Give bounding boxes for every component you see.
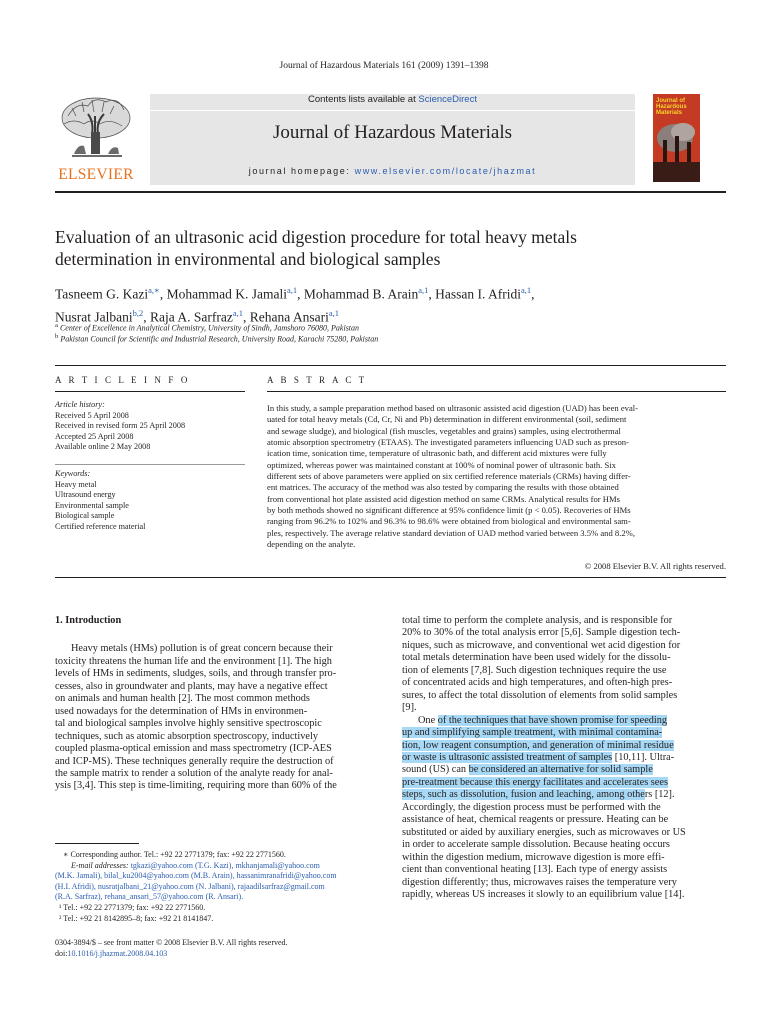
body-line: substituted or aided by auxiliary energies, such as microwaves or US — [402, 826, 686, 838]
elsevier-logo — [52, 94, 140, 186]
body-line: and ICP-MS). These techniques generally require the destruction of — [55, 755, 334, 767]
author-name: Hassan I. Afridi — [435, 286, 521, 302]
info-top-rule — [55, 365, 726, 366]
contents-line — [150, 94, 635, 105]
history-item: Received 5 April 2008 — [55, 410, 129, 420]
body-line: 20% to 30% of the total analysis error [5,6]. Sample digestion tech- — [402, 627, 681, 639]
highlighted-text[interactable]: steps, such as dissolution, fusion and leaching, among othe — [402, 789, 645, 801]
article-history — [55, 400, 245, 453]
body-line: assistance of heat, chemical reagents or pressure. Heating can be — [402, 814, 669, 826]
body-line — [402, 715, 726, 727]
homepage-link[interactable]: www.elsevier.com/locate/jhazmat — [354, 166, 537, 176]
homepage-label: journal homepage: — [248, 166, 355, 176]
body-line — [402, 740, 726, 752]
abstract-line: and sewage sludge), and biological (fish muscles, vegetables and grains) samples, using electrothermal — [267, 425, 621, 436]
body-line: techniques, such as atomic absorption spectroscopy, inductively — [55, 730, 318, 742]
abstract-line: depending on the analyte. — [267, 539, 356, 550]
keyword-item: Certified reference material — [55, 521, 146, 531]
affiliation-b-text: Pakistan Council for Scientific and Industrial Research, University Road, Karachi 75280, Pakistan — [60, 334, 379, 344]
article-info-heading: A R T I C L E I N F O — [55, 375, 190, 385]
body-line: rapidly, whereas US increases it slowly to an equilibrium value [14]. — [402, 888, 685, 900]
body-line: total time to perform the complete analysis, and is responsible for — [402, 615, 673, 626]
intro-right-column — [402, 615, 726, 901]
body-line: levels of HMs in sediments, sludges, soils, and through transfer pro- — [55, 668, 337, 680]
author-name: Mohammad K. Jamali — [166, 286, 287, 302]
abstract-line: ication time, sonication time, temperature of ultrasonic bath, and different acid mixtures were fully — [267, 448, 607, 459]
email-addresses[interactable]: tgkazi@yahoo.com (T.G. Kazi), mkhanjamali@yahoo.com — [128, 860, 320, 870]
abstract-rule — [267, 391, 726, 392]
author-affiliation-mark[interactable]: a,1 — [232, 307, 243, 318]
history-label: Article history: — [55, 400, 105, 409]
contents-prefix: Contents lists available at — [308, 94, 419, 105]
author-affiliation-mark[interactable]: a,1 — [418, 285, 429, 295]
abstract-line: optimized, whereas power was maintained constant at 100% of nominal power of ultrasonic bath. Six — [267, 459, 616, 470]
history-item: Received in revised form 25 April 2008 — [55, 421, 186, 431]
info-rule — [55, 391, 245, 392]
body-line — [402, 789, 726, 801]
highlighted-text[interactable]: tion, low reagent consumption, and generation of minimal residue — [402, 739, 674, 751]
abstract-bottom-rule — [55, 577, 726, 578]
email-addresses[interactable]: (M.K. Jamali), bilal_ku2004@yahoo.com (M.B. Arain), hassanimranafridi@yahoo.com — [55, 871, 337, 881]
affiliation-b: $^b$ Pakistan Council for Scientific and Industrial Research, University Road, Karachi 75280, Pakistan — [55, 333, 379, 344]
body-line — [402, 727, 726, 739]
body-line: tal and biological samples involve highly sensitive spectroscopic — [55, 718, 322, 730]
body-line: tion of elements [7,8]. Such digestion techniques require the use — [402, 664, 667, 676]
keywords-rule — [55, 464, 245, 465]
body-line: ysis [3,4]. This step is time-limiting, requiring more than 60% of the — [55, 780, 337, 792]
article-title — [55, 226, 725, 270]
journal-title: Journal of Hazardous Materials — [272, 122, 512, 143]
journal-homepage — [150, 166, 635, 176]
abstract-line: by both methods showed no significant difference at 95% confidence limit (p < 0.05). Recoveries of HMs — [267, 505, 631, 516]
body-line: in order to accelerate sample dissolution. Because heating occurs — [402, 839, 670, 851]
author-name: Rehana Ansari — [249, 309, 329, 324]
history-item: Accepted 25 April 2008 — [55, 431, 134, 441]
banner-divider — [150, 110, 635, 111]
body-line: Heavy metals (HMs) pollution is of great concern because their — [71, 643, 333, 655]
email-addresses[interactable]: (R.A. Sarfraz), rehana_ansari_57@yahoo.com (R. Ansari). — [55, 892, 244, 902]
abstract-line: ples, respectively. The average relative standard deviation of UAD method varied between 3.5% and 8.2%, — [267, 527, 635, 538]
section-heading: 1. Introduction — [55, 615, 122, 626]
journal-banner — [150, 94, 635, 185]
body-line: used nowadays for the determination of HMs in environmen- — [55, 705, 308, 717]
cover-title: Journal of Hazardous Materials — [656, 98, 687, 116]
sciencedirect-link[interactable]: ScienceDirect — [418, 94, 477, 105]
text-run: rs [12]. — [644, 789, 675, 801]
body-line: cesses, also in groundwater and plants, may have a negative effect — [55, 680, 328, 692]
highlighted-text[interactable]: up and simplifying sample treatment, with minimal contamina- — [402, 727, 663, 739]
highlighted-text[interactable]: or waste is ultrasonic assisted treatment of samples — [402, 751, 613, 763]
footnote-1: ¹ Tel.: +92 22 2771379; fax: +92 22 2771560. — [59, 902, 206, 912]
abstract-line: ent matrices. The accuracy of the method was also tested by comparing the results with those obtained — [267, 482, 619, 493]
body-line — [402, 752, 726, 764]
footnote-2: ² Tel.: +92 21 8142895–8; fax: +92 21 8141847. — [59, 913, 214, 923]
doi-link[interactable]: 10.1016/j.jhazmat.2008.04.103 — [67, 948, 168, 958]
abstract-line: from conventional hot plate assisted acid digestion method on same CRMs. Analytical results for HMs — [267, 493, 621, 504]
body-line: on animals and human health [2]. The most common methods — [55, 693, 310, 705]
intro-left-column — [55, 615, 379, 793]
body-line: toxicity threatens the human life and the environment [1]. The high — [55, 655, 332, 667]
footnote-rule — [55, 843, 139, 844]
highlighted-text[interactable]: of the techniques that have shown promise for speeding — [437, 714, 668, 726]
body-line: coupled plasma-optical emission and mass spectrometry (ICP-AES — [55, 743, 332, 755]
body-line: niques, such as microwave, and conventional wet acid digestion for — [402, 639, 681, 651]
author-name: Nusrat Jalbani — [55, 309, 133, 324]
highlighted-text[interactable]: be considered an alternative for solid sample — [468, 764, 653, 776]
keyword-item: Biological sample — [55, 511, 115, 521]
abstract-copyright: © 2008 Elsevier B.V. All rights reserved. — [584, 561, 726, 571]
cover-base — [653, 162, 700, 182]
text-run: [10,11]. Ultra- — [612, 751, 675, 763]
text-run: sound (US) can — [402, 764, 469, 776]
publisher-name: ELSEVIER — [58, 166, 134, 183]
abstract-line: atomic absorption spectrometry (ETAAS). The investigated parameters influencing UAD such as preson- — [267, 437, 629, 448]
body-line: of concentrated acids and high temperatures, and often-high pres- — [402, 677, 673, 689]
affiliation-a: $^a$ Center of Excellence in Analytical Chemistry, University of Sindh, Jamshoro 76080, Pakistan — [55, 322, 360, 333]
body-line: digestion differently; thus, microwaves raises the temperature very — [402, 876, 677, 888]
journal-cover-image — [653, 94, 700, 182]
abstract-line: different sets of above parameters were applied on six certified reference materials (CRMs) having differ- — [267, 471, 631, 482]
keyword-item: Environmental sample — [55, 500, 129, 510]
title-line-2: determination in environmental and biological samples — [55, 249, 441, 269]
body-line: the sample matrix to render a solution of the analyte ready for anal- — [55, 767, 333, 779]
email-line — [55, 861, 395, 872]
body-line: sures, to affect the total dissolution of elements from solid samples — [402, 689, 678, 701]
body-line — [402, 764, 726, 776]
body-line: [9]. — [402, 702, 417, 714]
email-addresses[interactable]: (H.I. Afridi), nusratjalbani_21@yahoo.com (N. Jalbani), rajaadilsarfraz@gmail.com — [55, 881, 325, 891]
author-affiliation-mark[interactable]: b,2 — [132, 307, 144, 318]
email-label: E-mail addresses: — [71, 860, 129, 870]
tree-logo-icon — [52, 94, 140, 164]
abstract-body — [267, 403, 726, 550]
abstract-heading: A B S T R A C T — [267, 375, 367, 385]
author-name: Tasneem G. Kazi — [55, 286, 149, 302]
text-run: One — [418, 714, 438, 726]
running-head: Journal of Hazardous Materials 161 (2009) 1391–1398 — [279, 61, 489, 71]
title-line-1: Evaluation of an ultrasonic acid digestion procedure for total heavy metals — [55, 227, 577, 247]
issn-line: 0304-3894/$ – see front matter © 2008 Elsevier B.V. All rights reserved. — [55, 938, 288, 947]
author-name: Raja A. Sarfraz — [149, 309, 233, 324]
abstract-line: ranging from 96.2% to 102% and 96.3% to 98.6% were obtained from biological and environmental sam- — [267, 516, 631, 527]
corresponding-author-note: ∗ Corresponding author. Tel.: +92 22 2771379; fax: +92 22 2771560. — [63, 850, 286, 859]
author-affiliation-mark[interactable]: a,1 — [286, 285, 298, 295]
author-list: Tasneem G. Kazi$^{a,∗}$, Mohammad K. Jamali$^{a,1}$, Mohammad B. Arain$^{a,1}$, Hassan I. Afridi$^{a,1}$, Nusrat Jalbani$^{b,2}$, Raja A. Sarfraz$^{a,1}$, Rehana Ansari$^{a,1}$ — [55, 285, 535, 324]
doi-line — [55, 949, 395, 960]
history-item: Available online 2 May 2008 — [55, 442, 151, 452]
highlighted-text[interactable]: pre-treatment because this energy facilitates and accelerates sees — [402, 776, 668, 788]
affiliation-a-text: Center of Excellence in Analytical Chemistry, University of Sindh, Jamshoro 76080, Pakistan — [59, 323, 360, 333]
footnotes — [55, 850, 395, 924]
keywords-label: Keywords: — [55, 469, 91, 478]
body-line — [402, 777, 726, 789]
author-affiliation-mark[interactable]: a,1 — [328, 307, 339, 318]
body-line: within the digestion medium, microwave digestion is more effi- — [402, 851, 665, 863]
body-line: Accordingly, the digestion process must be performed with the — [402, 801, 661, 813]
body-line: total metals determination have been used widely for the dissolu- — [402, 652, 671, 664]
author-affiliation-mark[interactable]: a,∗ — [148, 285, 160, 295]
author-affiliation-mark[interactable]: a,1 — [521, 285, 532, 295]
author-name: Mohammad B. Arain — [303, 286, 419, 302]
smokestack-icon — [653, 120, 700, 162]
front-matter — [55, 938, 395, 959]
body-line: cient than conventional heating [13]. Each type of energy assists — [402, 864, 668, 876]
keywords — [55, 469, 245, 533]
doi-label: doi: — [55, 948, 68, 958]
abstract-line: In this study, a sample preparation method based on ultrasonic assisted acid digestion (UAD) has been eval- — [267, 403, 639, 413]
abstract-line: uated for total heavy metals (Cd, Cr, Ni and Pb) determination in different environmental (soil, sediment — [267, 414, 627, 425]
header-rule — [55, 191, 726, 193]
keyword-item: Ultrasound energy — [55, 490, 116, 500]
keyword-item: Heavy metal — [55, 479, 97, 489]
